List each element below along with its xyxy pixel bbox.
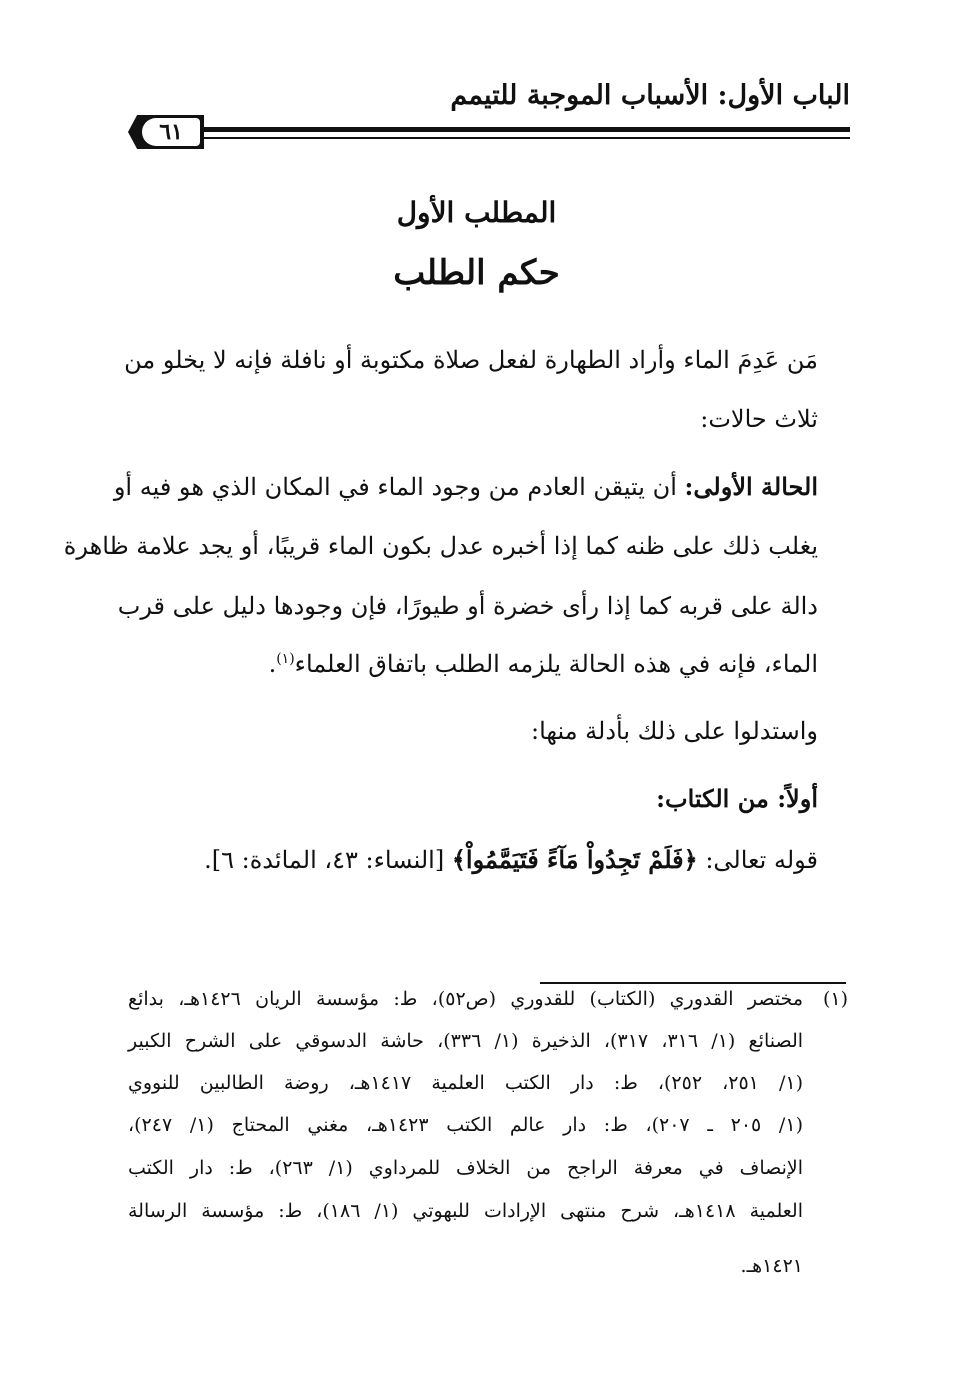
footnote-number: (١): [822, 988, 848, 1010]
case-text: أن يتيقن العادم من وجود الماء في المكان الذي هو فيه أو: [113, 473, 677, 501]
quran-verse: ﴿فَلَمْ تَجِدُواْ مَآءً فَتَيَمَّمُواْ﴾: [451, 845, 698, 874]
period: .: [268, 650, 277, 678]
case-label: الحالة الأولى:: [684, 472, 818, 501]
topic-heading: حكم الطلب: [393, 253, 560, 293]
footnote-line: (١/ ٢٥١، ٢٥٢)، ط: دار الكتب العلمية ١٤١٧هـ، روضة الطالبين للنووي: [128, 1072, 803, 1094]
case-text-end: الماء، فإنه في هذه الحالة يلزمه الطلب باتفاق العلماء: [294, 650, 818, 678]
paragraph-line: واستدلوا على ذلك بأدلة منها:: [530, 717, 818, 745]
verse-intro: قوله تعالى:: [705, 846, 818, 874]
paragraph-line: يغلب ذلك على ظنه كما إذا أخبره عدل بكون الماء قريبًا، أو يجد علامة ظاهرة: [63, 532, 818, 560]
header-rule: [200, 127, 850, 132]
section-heading: المطلب الأول: [396, 196, 557, 229]
paragraph-line: ثلاث حالات:: [700, 405, 818, 433]
paragraph-line: دالة على قربه كما إذا رأى خضرة أو طيورًا، فإن وجودها دليل على قرب: [117, 592, 818, 620]
footnote-line: الإنصاف في معرفة الراجح من الخلاف للمرداوي (١/ ٢٦٣)، ط: دار الكتب: [128, 1157, 803, 1179]
page-number: ٦١: [142, 118, 200, 146]
footnote-separator: [540, 982, 846, 984]
footnote-line: العلمية ١٤١٨هـ، شرح منتهى الإرادات للبهوتي (١/ ١٨٦)، ط: مؤسسة الرسالة: [128, 1200, 803, 1222]
header-chapter-title: الأسباب الموجبة للتيمم: [450, 80, 709, 111]
paragraph-line: [113, 472, 818, 501]
footnote-line: ١٤٢١هـ.: [740, 1255, 803, 1277]
footnote-line: (١/ ٢٠٥ ـ ٢٠٧)، ط: دار عالم الكتب ١٤٢٣هـ، مغني المحتاج (١/ ٢٤٧)،: [128, 1114, 803, 1136]
verse-reference: [النساء: ٤٣، المائدة: ٦].: [204, 846, 445, 874]
header-chapter-label: الباب الأول:: [717, 80, 850, 111]
footnote-ref[interactable]: (١): [276, 651, 295, 667]
verse-line: [128, 845, 818, 874]
subheading: أولاً: من الكتاب:: [656, 784, 818, 813]
header-rule-thin: [200, 137, 850, 139]
footnote-line: الصنائع (١/ ٣١٦، ٣١٧)، الذخيرة (١/ ٣٣٦)، حاشة الدسوقي على الشرح الكبير: [128, 1030, 804, 1052]
running-header: [450, 80, 850, 111]
footnote-line: مختصر القدوري (الكتاب) للقدوري (ص٥٢)، ط: مؤسسة الريان ١٤٢٦هـ، بدائع: [128, 988, 803, 1010]
paragraph-line: [128, 650, 818, 678]
paragraph-line: مَن عَدِمَ الماء وأراد الطهارة لفعل صلاة مكتوبة أو نافلة فإنه لا يخلو من: [124, 346, 818, 374]
